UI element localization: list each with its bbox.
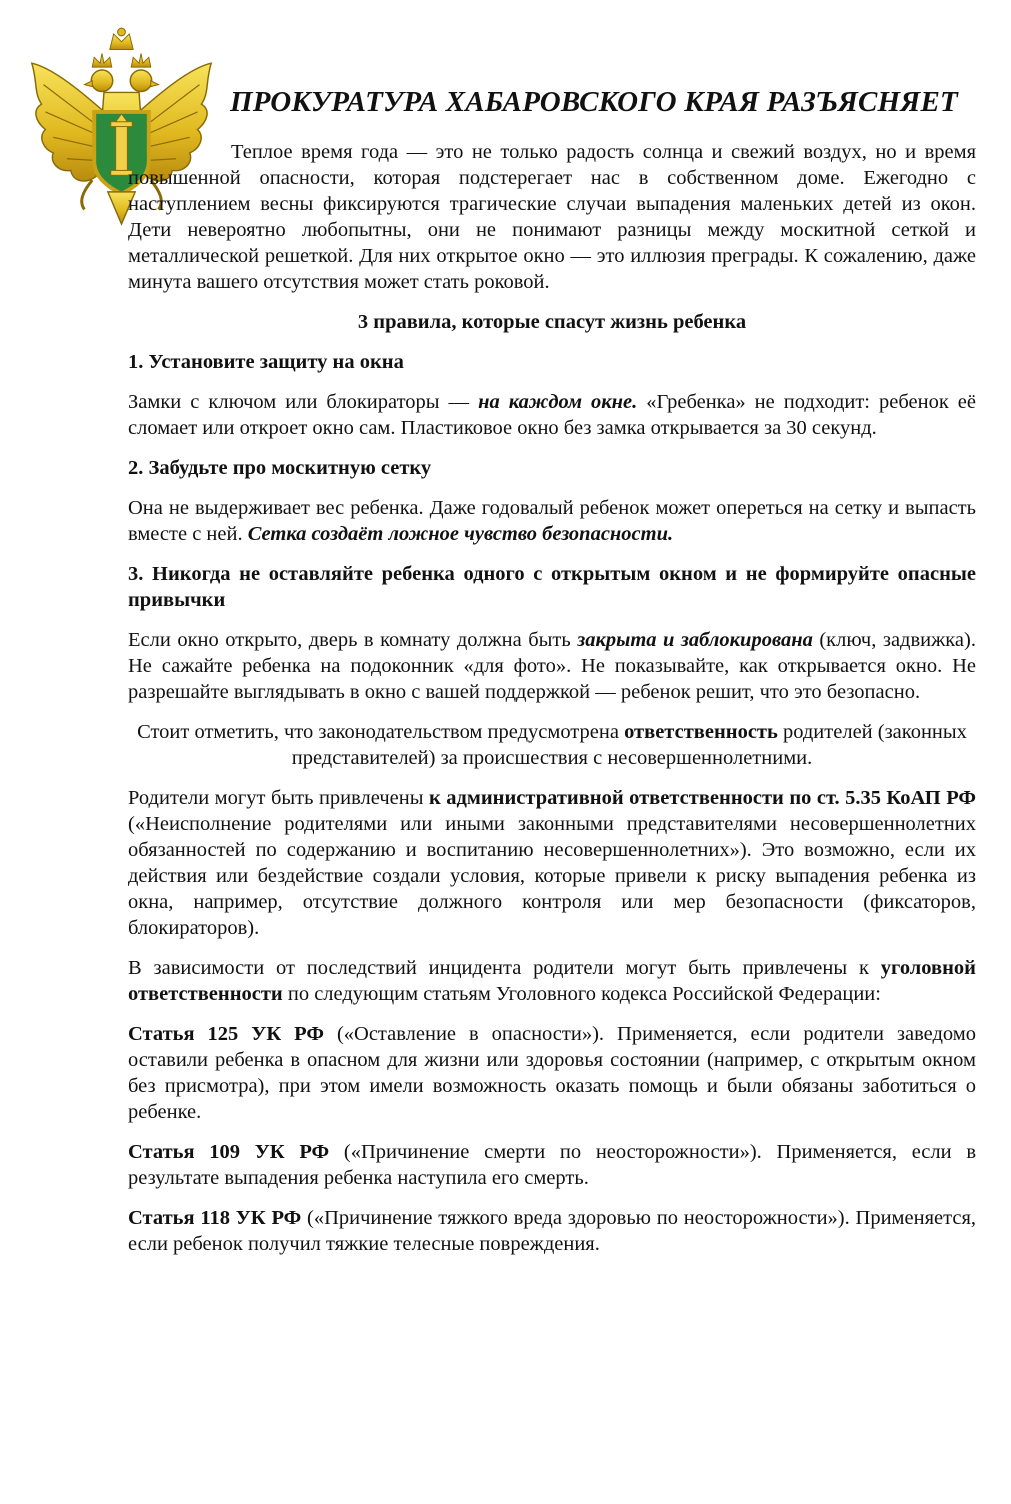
criminal-paragraph [128, 955, 976, 1007]
rule3-heading: 3. Никогда не оставляйте ребенка одного с открытым окном и не формируйте опасные привычки [128, 563, 976, 611]
page-title: ПРОКУРАТУРА ХАБАРОВСКОГО КРАЯ РАЗЪЯСНЯЕТ [230, 86, 958, 118]
rule1-emphasis: на каждом окне. [478, 391, 638, 413]
rule3-paragraph [128, 627, 976, 705]
rule2-heading: 2. Забудьте про москитную сетку [128, 457, 432, 479]
responsibility-paragraph [128, 719, 976, 771]
rule2-emphasis: Сетка создаёт ложное чувство безопасности. [247, 523, 674, 545]
document-body [128, 139, 976, 1257]
article-109-text: («Причинение смерти по неосторожности»). Применяется, если в результате выпадения ребенка наступила его смерть. [128, 1141, 977, 1189]
article-125-name: Статья 125 УК РФ [128, 1023, 324, 1045]
article-109-name: Статья 109 УК РФ [128, 1141, 330, 1163]
article-118-name: Статья 118 УК РФ [128, 1207, 302, 1229]
article-118-text: («Причинение тяжкого вреда здоровью по неосторожности»). Применяется, если ребенок получил тяжкие телесные повреждения. [128, 1207, 976, 1255]
responsibility-text-after: родителей (законных представителей) за происшествия с несовершеннолетними. [291, 721, 967, 769]
admin-text-after: («Неисполнение родителями или иными законными представителями несовершеннолетних обязанностей по содержанию и воспитанию несовершеннолетних»). Это возможно, если их действия или бездействие создали условия, которые привели к риску выпадения ребенка из окна, например, отсутствие должного контроля или мер безопасности (фиксаторов, блокираторов). [128, 813, 976, 939]
article-125-paragraph [128, 1021, 976, 1125]
rule3-emphasis: закрыта и заблокирована [577, 629, 813, 651]
criminal-text-after: по следующим статьям Уголовного кодекса Российской Федерации: [282, 983, 881, 1005]
rule3-text-after: (ключ, задвижка). Не сажайте ребенка на подоконник «для фото». Не показывайте, как открывается окно. Не разрешайте выглядывать в окно с вашей поддержкой — ребенок решит, что это безопасно. [128, 629, 976, 703]
rule2-paragraph [128, 495, 976, 547]
article-118-paragraph [128, 1205, 976, 1257]
responsibility-text-before: Стоит отметить, что законодательством предусмотрена [137, 721, 625, 743]
rule1-paragraph [128, 389, 976, 441]
rule1-text-after: «Гребенка» не подходит: ребенок её сломает или откроет окно сам. Пластиковое окно без замка открывается за 30 секунд. [128, 391, 976, 439]
rule1-heading: 1. Установите защиту на окна [128, 351, 404, 373]
admin-text-before: Родители могут быть привлечены [128, 787, 429, 809]
intro-paragraph: Теплое время года — это не только радость солнца и свежий воздух, но и время повышенной опасности, которая подстерегает нас в собственном доме. Ежегодно с наступлением весны фиксируются трагические случаи выпадения маленьких детей из окон. Дети невероятно любопытны, они не понимают разницы между москитной сеткой и металлической решеткой. Для них открытое окно — это иллюзия преграды. К сожалению, даже минута вашего отсутствия может стать роковой. [128, 141, 976, 293]
rule2-text-before: Она не выдерживает вес ребенка. Даже годовалый ребенок может опереться на сетку и выпасть вместе с ней. [128, 497, 976, 545]
admin-emphasis: к административной ответственности по ст. 5.35 КоАП РФ [429, 787, 976, 809]
criminal-emphasis: уголовной ответственности [128, 957, 976, 1005]
responsibility-emphasis: ответственность [624, 721, 778, 743]
admin-paragraph [128, 785, 976, 941]
rules-heading: 3 правила, которые спасут жизнь ребенка [357, 311, 747, 333]
rule3-text-before: Если окно открыто, дверь в комнату должна быть [128, 629, 578, 651]
article-109-paragraph [128, 1139, 976, 1191]
rule1-text-before: Замки с ключом или блокираторы — [128, 391, 479, 413]
criminal-text-before: В зависимости от последствий инцидента родители могут быть привлечены к [128, 957, 881, 979]
article-125-text: («Оставление в опасности»). Применяется, если родители заведомо оставили ребенка в опасном для жизни или здоровья состоянии (например, с открытым окном без присмотра), при этом имели возможность оказать помощь и были обязаны заботиться о ребенке. [128, 1023, 976, 1123]
